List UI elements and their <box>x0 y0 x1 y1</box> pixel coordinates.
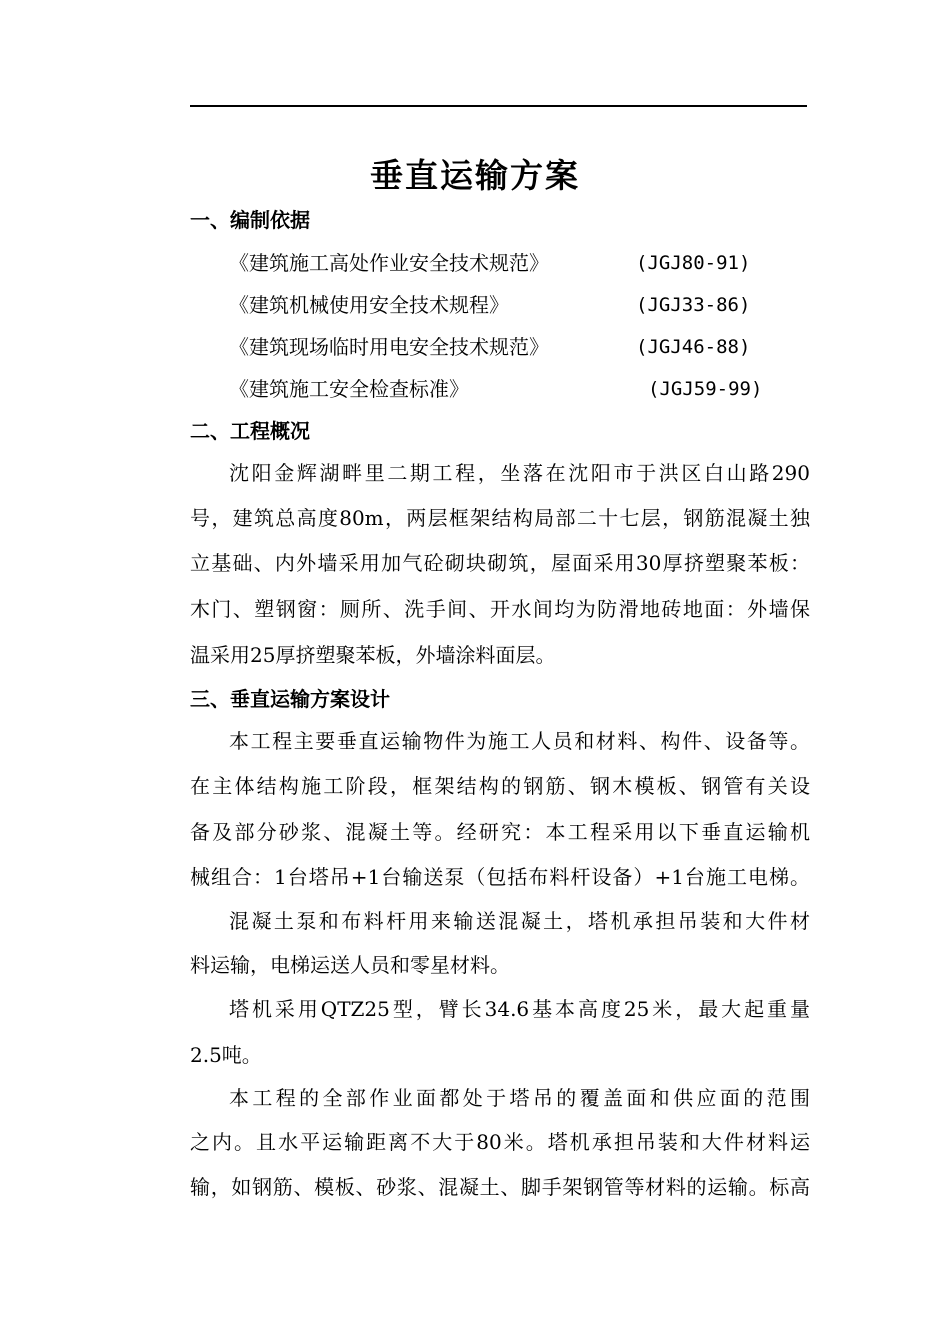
paragraph-line: 在主体结构施工阶段，框架结构的钢筋、钢木模板、钢管有关设 <box>190 774 810 798</box>
header-rule <box>190 105 807 107</box>
paragraph-line: 料运输，电梯运送人员和零星材料。 <box>190 953 510 977</box>
reference-code: (JGJ46-88) <box>636 336 751 358</box>
paragraph-line: 立基础、内外墙采用加气砼砌块砌筑，屋面采用30厚挤塑聚苯板： <box>190 551 810 575</box>
paragraph-line: 混凝土泵和布料杆用来输送混凝土，塔机承担吊装和大件材 <box>229 909 810 933</box>
section-heading-overview: 二、工程概况 <box>190 419 310 443</box>
reference-name: 《建筑施工高处作业安全技术规范》 <box>229 251 549 275</box>
paragraph-line: 械组合：1台塔吊+1台输送泵（包括布料杆设备）+1台施工电梯。 <box>190 865 810 889</box>
paragraph-line: 输，如钢筋、模板、砂浆、混凝土、脚手架钢管等材料的运输。标高 <box>190 1175 810 1199</box>
paragraph-line: 本工程主要垂直运输物件为施工人员和材料、构件、设备等。 <box>229 729 810 753</box>
paragraph-line: 塔机采用QTZ25型，臂长34.6基本高度25米，最大起重量 <box>229 997 810 1021</box>
section-heading-basis: 一、编制依据 <box>190 208 310 232</box>
reference-name: 《建筑现场临时用电安全技术规范》 <box>229 335 549 359</box>
paragraph-line: 之内。且水平运输距离不大于80米。塔机承担吊装和大件材料运 <box>190 1130 810 1154</box>
paragraph-line: 备及部分砂浆、混凝土等。经研究：本工程采用以下垂直运输机 <box>190 820 810 844</box>
document-title: 垂直运输方案 <box>370 156 580 195</box>
paragraph-line: 号，建筑总高度80m，两层框架结构局部二十七层，钢筋混凝土独 <box>190 506 810 530</box>
reference-code: (JGJ33-86) <box>636 294 751 316</box>
reference-name: 《建筑施工安全检查标准》 <box>229 377 469 401</box>
paragraph-line: 木门、塑钢窗：厕所、洗手间、开水间均为防滑地砖地面：外墙保 <box>190 597 810 621</box>
paragraph-line: 温采用25厚挤塑聚苯板，外墙涂料面层。 <box>190 643 556 667</box>
section-heading-design: 三、垂直运输方案设计 <box>190 687 390 711</box>
reference-name: 《建筑机械使用安全技术规程》 <box>229 293 509 317</box>
paragraph-line: 沈阳金辉湖畔里二期工程，坐落在沈阳市于洪区白山路290 <box>229 461 810 485</box>
reference-code: (JGJ59-99) <box>648 378 763 400</box>
paragraph-line: 本工程的全部作业面都处于塔吊的覆盖面和供应面的范围 <box>229 1086 810 1110</box>
reference-code: (JGJ80-91) <box>636 252 751 274</box>
paragraph-line: 2.5吨。 <box>190 1043 262 1067</box>
